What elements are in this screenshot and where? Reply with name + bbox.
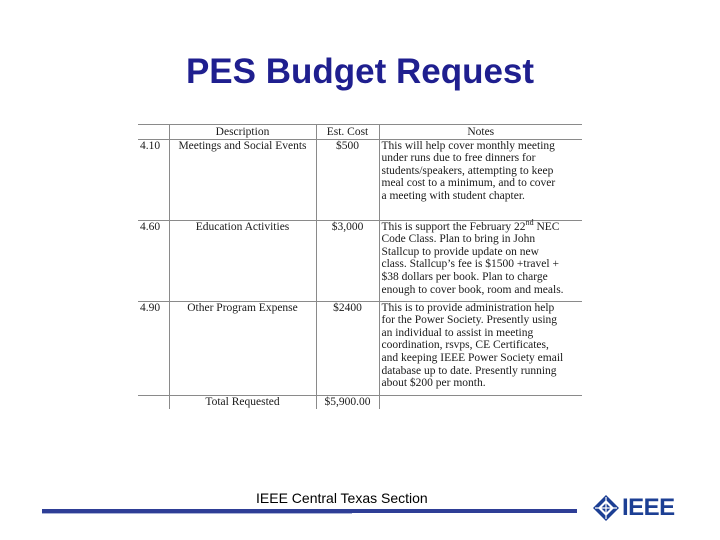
row-description: Education Activities xyxy=(169,220,316,301)
header-description: Description xyxy=(169,125,316,140)
table-row xyxy=(138,301,582,395)
notes-line: Stallcup to provide update on new xyxy=(381,245,539,258)
row-description: Meetings and Social Events xyxy=(169,139,316,220)
header-est-cost: Est. Cost xyxy=(316,125,379,140)
total-notes-cell xyxy=(379,395,582,409)
notes-line: This will help cover monthly meeting xyxy=(381,139,555,152)
row-cost: $500 xyxy=(316,139,379,220)
footer-section-name: IEEE Central Texas Section xyxy=(256,490,428,506)
header-notes: Notes xyxy=(379,125,582,140)
row-description: Other Program Expense xyxy=(169,301,316,395)
budget-table xyxy=(138,124,582,409)
notes-line: for the Power Society. Presently using xyxy=(381,314,558,327)
ordinal-suffix: nd xyxy=(525,217,534,227)
notes-line: enough to cover book, room and meals. xyxy=(381,283,564,296)
row-cost: $2400 xyxy=(316,301,379,395)
table-row xyxy=(138,139,582,220)
row-notes xyxy=(379,217,582,301)
notes-line: Code Class. Plan to bring in John xyxy=(381,233,536,246)
ieee-diamond-icon xyxy=(592,494,620,522)
notes-line: $38 dollars per book. Plan to charge xyxy=(381,270,548,283)
notes-line: students/speakers, attempting to keep xyxy=(381,164,554,177)
table-row xyxy=(138,220,582,301)
notes-line xyxy=(381,217,581,234)
notes-line: and keeping IEEE Power Society email xyxy=(381,351,564,364)
notes-text: NEC xyxy=(533,220,560,233)
notes-line: database up to date. Presently running xyxy=(381,364,557,377)
notes-line: about $200 per month. xyxy=(381,377,486,390)
logo-text: IEEE xyxy=(622,494,675,521)
notes-line: This is to provide administration help xyxy=(381,301,555,314)
row-number: 4.90 xyxy=(138,301,169,395)
row-cost: $3,000 xyxy=(316,220,379,301)
total-label: Total Requested xyxy=(169,395,316,409)
row-notes xyxy=(379,301,582,395)
total-number-cell xyxy=(138,395,169,409)
notes-line: a meeting with student chapter. xyxy=(381,189,525,202)
ieee-logo xyxy=(592,494,675,522)
slide-title: PES Budget Request xyxy=(185,52,535,91)
notes-line: meal cost to a minimum, and to cover xyxy=(381,177,556,190)
notes-line: coordination, rsvps, CE Certificates, xyxy=(381,339,549,352)
row-number: 4.10 xyxy=(138,139,169,220)
row-notes xyxy=(379,139,582,220)
total-cost: $5,900.00 xyxy=(316,395,379,409)
total-row xyxy=(138,395,582,409)
notes-line: under runs due to free dinners for xyxy=(381,152,536,165)
header-number xyxy=(138,125,169,140)
footer-divider-shadow xyxy=(42,513,352,514)
budget-table-container xyxy=(138,124,582,408)
table-header-row xyxy=(138,125,582,140)
notes-line: an individual to assist in meeting xyxy=(381,326,534,339)
notes-text: This is support the February 22 xyxy=(381,220,526,233)
notes-line: class. Stallcup’s fee is $1500 +travel + xyxy=(381,258,559,271)
row-number: 4.60 xyxy=(138,220,169,301)
